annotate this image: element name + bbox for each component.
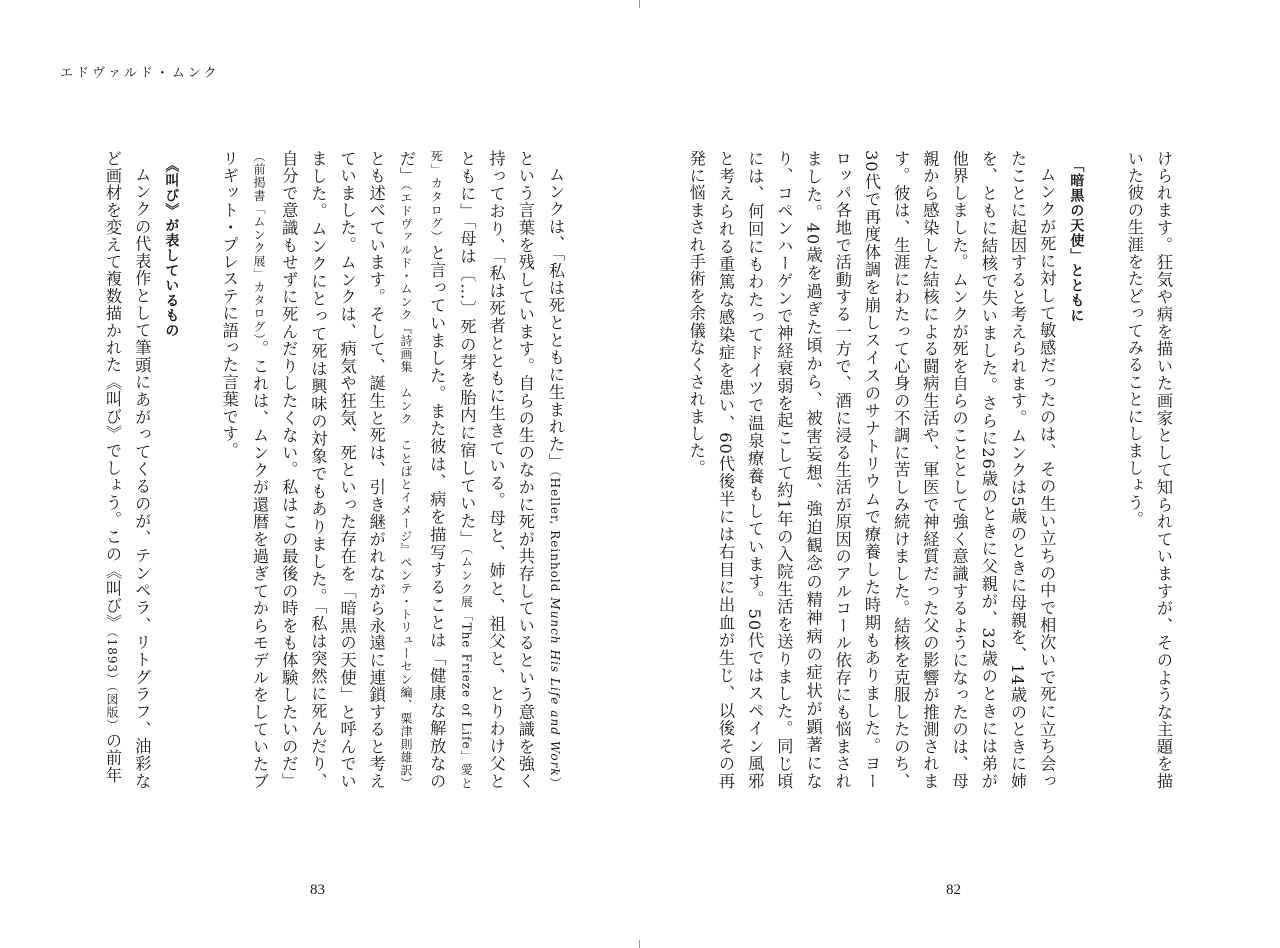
citation-heller-title: Munch His Life and Work	[548, 597, 562, 777]
section-heading-scream: 《叫び》が表しているもの	[163, 158, 180, 338]
left-page-text	[86, 150, 570, 790]
text-segment: ムンクの代表作として筆頭にあがってくるのが、テンペラ、リトグラフ、油彩など画材を変えて複数描かれた《叫び》でしょう。この《叫び》	[102, 150, 152, 790]
section-spacer	[185, 150, 214, 790]
text-segment: という言葉を残しています。自らの生のなかに死が共存しているという意識を強く持っており、「私は死者とともに生きている。母と、姉と、祖父と、とりわけ父とともに」「母は〔…〕死の芽を胎内に宿していた」	[457, 150, 535, 790]
citation-scream-year: （1893）（図版）	[104, 631, 119, 733]
text-segment: の前年	[102, 732, 122, 784]
citation-poems: （エドヴァルド・ムンク『詩画集 ムンク ことばとイメージ』ペンテ・トリューセン編、粟津則雄訳）	[398, 184, 413, 791]
running-head: エドヴァルド・ムンク	[60, 66, 220, 81]
gutter-mark-bottom	[639, 940, 640, 948]
citation-catalog: （前掲書「ムンク展」カタログ）	[251, 150, 266, 341]
text-segment: 。これは、ムンクが還暦を過ぎてからモデルをしていたブリギット・プレステに語った言葉です。	[219, 150, 269, 791]
text-segment: ムンクは、「私は死とともに生まれた」	[546, 166, 565, 471]
citation-heller	[548, 471, 562, 790]
section-spacer	[1090, 150, 1119, 790]
gutter-mark-top	[639, 0, 640, 8]
section-heading-dark-angel: 「暗黒の天使」とともに	[1068, 158, 1085, 323]
text-segment: とも述べています。そして、誕生と死は、引き継がれながら永遠に連鎖すると考えていました。ムンクは、病気や狂気、死といった存在を「暗黒の天使」と呼んでいました。ムンクにとって死は興味の対象でもありました。「私は突然に死んだり、自分で意識もせずに死んだりしたくない。私はこの最後の時をも体験したいのだ」	[279, 150, 386, 790]
citation-heller-end: ）	[548, 776, 562, 791]
citation-heller-prefix: （Heller, Reinhold	[548, 470, 562, 598]
right-page-text	[686, 150, 1178, 790]
left-page-paragraph-1	[215, 150, 570, 790]
citation-frieze: （ムンク展「The Frieze of Life」愛と死」カタログ）	[429, 150, 474, 790]
right-page-paragraph: ムンクが死に対して敏感だったのは、その生い立ちの中で相次いで死に立ち会ったことに起因すると考えられます。ムンクは5歳のときに母親を、14歳のときに姉を、ともに結核で失いました。さらに26歳のときに父親が、32歳のときには弟が他界しました。ムンクが死を自らのこととして強く意識するようになったのは、母親から感染した結核による闘病生活や、軍医で神経質だった父の影響が推測されます。彼は、生涯にわたって心身の不調に苦しみ続けました。結核を克服したのち、30代で再度体調を崩しスイスのサナトリウムで療養した時期もありました。ヨーロッパ各地で活動する一方で、酒に浸る生活が原因のアルコール依存にも悩まされました。40歳を過ぎた頃から、被害妄想、強迫観念の精神病の症状が顕著になり、コペンハーゲンで神経衰弱を起こして約1年の入院生活を送りました。同じ頃には、何回にもわたってドイツで温泉療養もしています。50代ではスペイン風邪と考えられる重篤な感染症を患い、60代後半には右目に出血が生じ、以後その再発に悩まされ手術を余儀なくされました。	[686, 150, 1057, 790]
text-segment: と言っていました。また彼は、病を描写することは「健康な解放なのだ」	[396, 150, 447, 791]
page-number-right: 82	[946, 882, 961, 898]
page-number-left: 83	[310, 882, 325, 898]
right-page-continuation: けられます。狂気や病を描いた画家として知られていますが、そのような主題を描いた彼の生涯をたどってみることにしましょう。	[1124, 150, 1173, 790]
left-page-paragraph-2	[97, 150, 156, 790]
